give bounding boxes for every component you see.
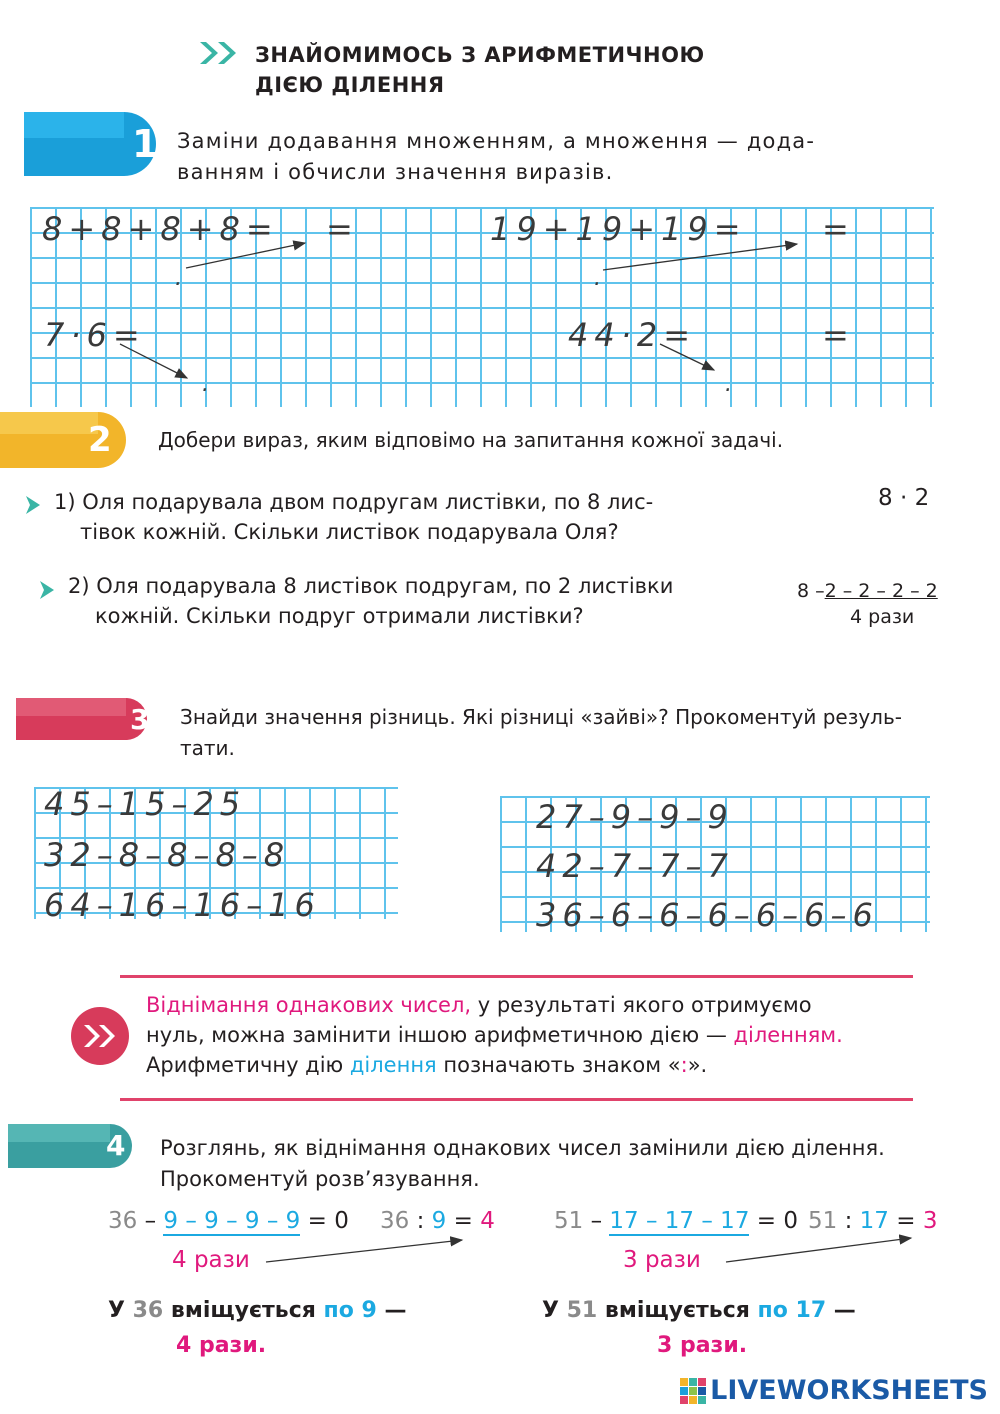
answer-option-1[interactable]: 8 · 2	[878, 485, 930, 511]
expression-d: 44·2=	[568, 316, 697, 354]
example-2-sentence: У 51 вміщується по 17 —	[542, 1298, 856, 1323]
arrow-b	[603, 244, 797, 270]
task-number: 2	[88, 420, 112, 460]
example-1-times: 4 рази	[172, 1247, 250, 1273]
example-2-times: 3 рази	[623, 1247, 701, 1273]
dot-d: .	[725, 372, 738, 397]
answer-option-2[interactable]: 8 –2 – 2 – 2 – 2 4 рази	[797, 580, 938, 628]
logo-text: LIVEWORKSHEETS	[710, 1375, 988, 1406]
expression-c: 7·6=	[44, 316, 146, 354]
equals-a: =	[326, 210, 359, 248]
problem-2: 2) Оля подарувала 8 листівок подругам, по 2 листівки кожній. Скільки подруг отримали листівки?	[68, 574, 674, 628]
task-3-badge	[16, 698, 148, 740]
bullet-icon	[26, 496, 40, 514]
task-badge-shape	[16, 698, 148, 740]
arrow-c	[120, 344, 187, 378]
page-title: ЗНАЙОМИМОСЬ З АРИФМЕТИЧНОЮ ДІЄЮ ДІЛЕННЯ	[255, 43, 705, 97]
example-2-sentence-times: 3 рази.	[657, 1333, 748, 1358]
difference-left-1: 45–15–25	[44, 785, 247, 823]
logo-grid-icon	[680, 1378, 706, 1404]
task-number: 1	[132, 122, 159, 166]
arrow-ex1	[266, 1240, 462, 1262]
dot-b: .	[594, 266, 607, 291]
example-2-division: 51 : 17 = 3	[808, 1208, 938, 1234]
task-2-text: Добери вираз, яким відповімо на запитання кожної задачі.	[158, 428, 784, 452]
equals-b: =	[822, 210, 855, 248]
task-4-arrows	[0, 1200, 1000, 1280]
task-2-badge	[0, 412, 126, 468]
example-1-sentence-times: 4 рази.	[176, 1333, 267, 1358]
task-1-text: Заміни додавання множенням, а множення — дода- ванням і обчисли значення виразів.	[177, 129, 816, 184]
rule-double-chevron-icon	[70, 1006, 130, 1066]
bullet-icon	[40, 581, 54, 599]
arrow-d	[660, 344, 714, 370]
dot-c: .	[202, 372, 215, 397]
expression-a: 8+8+8+8=	[42, 210, 279, 248]
example-1-sentence: У 36 вміщується по 9 —	[108, 1298, 407, 1323]
example-2-subtraction: 51 – 17 – 17 – 17 = 0	[554, 1208, 798, 1234]
task-4-badge	[8, 1124, 132, 1168]
arrow-ex2	[726, 1238, 911, 1262]
task-4-text: Розглянь, як віднімання однакових чисел замінили дією ділення. Прокоментуй розв’язування.	[160, 1136, 885, 1191]
difference-right-1: 27–9–9–9	[536, 798, 734, 836]
task-number: 3	[130, 703, 150, 736]
equals-d: =	[822, 316, 855, 354]
task-number: 4	[106, 1129, 126, 1162]
task-3-text: Знайди значення різниць. Які різниці «зайві»? Прокоментуй резуль- тати.	[180, 705, 902, 760]
task-1-arrows	[0, 0, 1000, 420]
expression-b: 19+19+19=	[490, 210, 747, 248]
difference-right-3: 36–6–6–6–6–6–6	[536, 896, 879, 934]
example-1-subtraction: 36 – 9 – 9 – 9 – 9 = 0	[108, 1208, 349, 1234]
liveworksheets-logo[interactable]	[680, 1375, 988, 1406]
arrow-a	[186, 243, 305, 268]
example-1-division: 36 : 9 = 4	[380, 1208, 495, 1234]
dot-a: .	[175, 266, 188, 291]
problem-1: 1) Оля подарувала двом подругам листівки, по 8 лис- тівок кожній. Скільки листівок подарувала Оля?	[54, 490, 654, 544]
difference-right-2: 42–7–7–7	[536, 847, 734, 885]
difference-left-3: 64–16–16–16	[44, 886, 321, 924]
difference-left-2: 32–8–8–8–8	[44, 836, 291, 874]
rule-text: Віднімання однакових чисел, у результаті якого отримуємо нуль, можна замінити іншою арифметичною дією — діленням. Арифметичну дію ділення позначають знаком «:».	[146, 993, 843, 1077]
